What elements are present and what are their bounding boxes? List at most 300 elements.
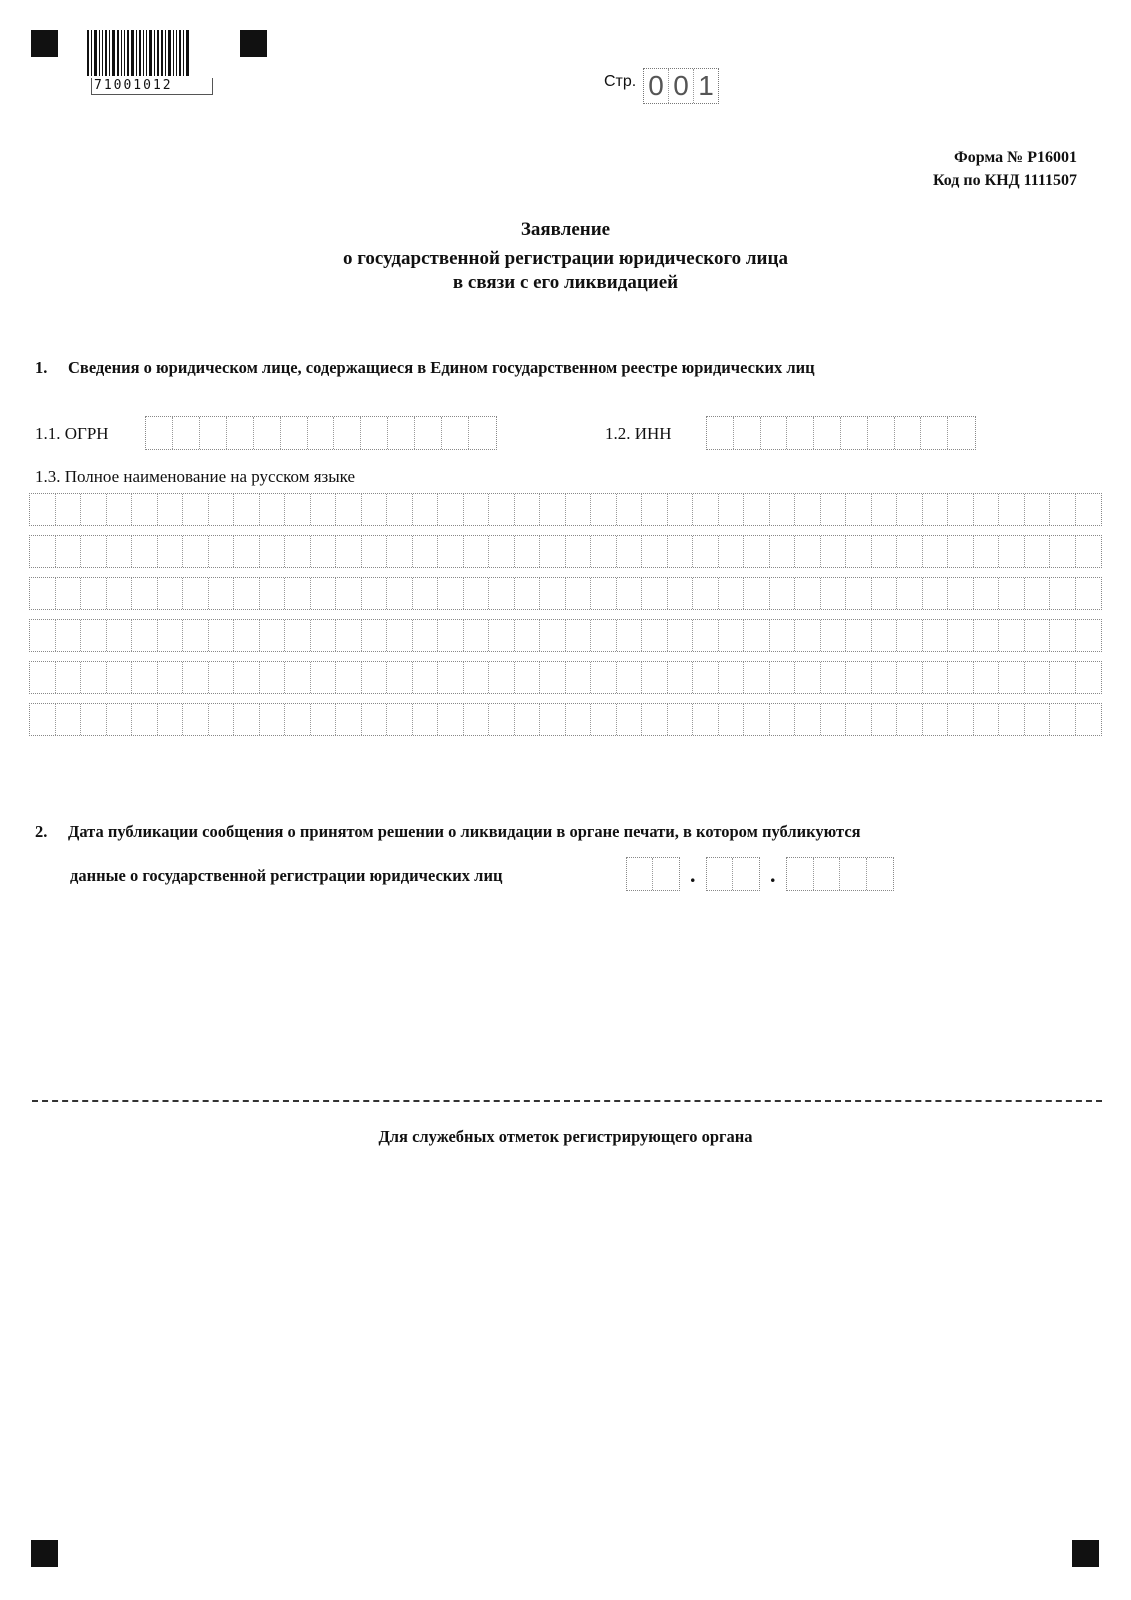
input-cell[interactable] [974, 494, 1000, 525]
input-cell[interactable] [719, 536, 745, 567]
input-cell[interactable] [744, 704, 770, 735]
input-cell[interactable] [336, 620, 362, 651]
input-cell[interactable] [158, 620, 184, 651]
input-cell[interactable] [158, 536, 184, 567]
input-cell[interactable] [693, 704, 719, 735]
input-cell[interactable] [795, 620, 821, 651]
input-cell[interactable] [209, 578, 235, 609]
input-cell[interactable] [438, 662, 464, 693]
input-cell[interactable] [311, 662, 337, 693]
input-cell[interactable] [56, 494, 82, 525]
input-cell[interactable] [442, 417, 469, 449]
input-cell[interactable] [744, 662, 770, 693]
input-cell[interactable] [387, 704, 413, 735]
input-cell[interactable] [591, 494, 617, 525]
input-cell[interactable] [693, 620, 719, 651]
input-cell[interactable] [30, 494, 56, 525]
input-cell[interactable] [1076, 578, 1102, 609]
input-cell[interactable] [200, 417, 227, 449]
input-cell[interactable] [158, 662, 184, 693]
input-cell[interactable] [311, 536, 337, 567]
input-cell[interactable] [617, 494, 643, 525]
input-cell[interactable] [285, 704, 311, 735]
input-cell[interactable] [770, 662, 796, 693]
date-day-input[interactable] [626, 857, 680, 891]
input-cell[interactable] [56, 536, 82, 567]
input-cell[interactable] [311, 494, 337, 525]
input-cell[interactable] [1076, 704, 1102, 735]
input-cell[interactable] [234, 704, 260, 735]
input-cell[interactable] [707, 417, 734, 449]
input-cell[interactable] [336, 662, 362, 693]
input-cell[interactable] [821, 704, 847, 735]
input-cell[interactable] [334, 417, 361, 449]
input-cell[interactable] [999, 536, 1025, 567]
input-cell[interactable] [841, 417, 868, 449]
input-cell[interactable] [336, 536, 362, 567]
input-cell[interactable] [489, 704, 515, 735]
input-cell[interactable] [30, 620, 56, 651]
input-cell[interactable] [974, 662, 1000, 693]
input-cell[interactable] [872, 494, 898, 525]
input-cell[interactable] [923, 536, 949, 567]
input-cell[interactable] [438, 620, 464, 651]
input-cell[interactable] [821, 578, 847, 609]
input-cell[interactable] [617, 704, 643, 735]
input-cell[interactable] [183, 578, 209, 609]
input-cell[interactable] [840, 858, 867, 890]
input-cell[interactable] [438, 578, 464, 609]
input-cell[interactable] [948, 662, 974, 693]
input-cell[interactable] [515, 578, 541, 609]
input-cell[interactable] [540, 662, 566, 693]
input-cell[interactable] [1076, 536, 1102, 567]
input-cell[interactable] [872, 662, 898, 693]
input-cell[interactable] [56, 578, 82, 609]
input-cell[interactable] [209, 704, 235, 735]
input-cell[interactable] [209, 536, 235, 567]
input-cell[interactable] [362, 620, 388, 651]
input-cell[interactable] [30, 662, 56, 693]
input-cell[interactable] [974, 578, 1000, 609]
input-cell[interactable] [260, 662, 286, 693]
barcode-bar [179, 30, 181, 76]
input-cell[interactable] [209, 494, 235, 525]
input-cell[interactable] [948, 536, 974, 567]
input-cell[interactable] [489, 578, 515, 609]
input-cell[interactable] [234, 662, 260, 693]
input-cell[interactable] [719, 662, 745, 693]
input-cell[interactable] [183, 620, 209, 651]
input-cell[interactable] [617, 536, 643, 567]
input-cell[interactable] [438, 704, 464, 735]
input-cell[interactable] [132, 578, 158, 609]
input-cell[interactable] [566, 662, 592, 693]
input-cell[interactable] [744, 578, 770, 609]
input-cell[interactable] [627, 858, 653, 890]
input-cell[interactable] [413, 620, 439, 651]
inn-input[interactable] [706, 416, 976, 450]
input-cell[interactable] [770, 704, 796, 735]
input-cell[interactable] [770, 494, 796, 525]
input-cell[interactable] [868, 417, 895, 449]
input-cell[interactable] [795, 662, 821, 693]
input-cell[interactable] [489, 494, 515, 525]
input-cell[interactable] [1050, 494, 1076, 525]
input-cell[interactable] [974, 536, 1000, 567]
input-cell[interactable] [540, 494, 566, 525]
input-cell[interactable] [260, 704, 286, 735]
input-cell[interactable] [56, 662, 82, 693]
input-cell[interactable] [260, 536, 286, 567]
input-cell[interactable] [591, 578, 617, 609]
input-cell[interactable] [464, 494, 490, 525]
input-cell[interactable] [311, 578, 337, 609]
input-cell[interactable] [540, 536, 566, 567]
full-name-row[interactable] [29, 619, 1102, 652]
input-cell[interactable] [744, 620, 770, 651]
input-cell[interactable] [388, 417, 415, 449]
input-cell[interactable] [308, 417, 335, 449]
input-cell[interactable] [1050, 704, 1076, 735]
input-cell[interactable] [1076, 494, 1102, 525]
input-cell[interactable] [999, 704, 1025, 735]
input-cell[interactable] [795, 536, 821, 567]
input-cell[interactable] [234, 494, 260, 525]
input-cell[interactable] [81, 704, 107, 735]
input-cell[interactable] [719, 578, 745, 609]
input-cell[interactable] [387, 578, 413, 609]
input-cell[interactable] [693, 578, 719, 609]
input-cell[interactable] [770, 578, 796, 609]
input-cell[interactable] [362, 494, 388, 525]
section-2-heading-line-1: Дата публикации сообщения о принятом решении о ликвидации в органе печати, в котором публикуются [68, 822, 861, 841]
input-cell[interactable] [415, 417, 442, 449]
input-cell[interactable] [81, 620, 107, 651]
input-cell[interactable] [336, 494, 362, 525]
input-cell[interactable] [999, 662, 1025, 693]
input-cell[interactable] [872, 536, 898, 567]
input-cell[interactable] [566, 494, 592, 525]
input-cell[interactable] [872, 578, 898, 609]
input-cell[interactable] [362, 704, 388, 735]
input-cell[interactable] [107, 494, 133, 525]
input-cell[interactable] [846, 704, 872, 735]
input-cell[interactable] [872, 704, 898, 735]
input-cell[interactable] [81, 536, 107, 567]
input-cell[interactable] [617, 620, 643, 651]
input-cell[interactable] [254, 417, 281, 449]
input-cell[interactable] [770, 620, 796, 651]
input-cell[interactable] [464, 662, 490, 693]
input-cell[interactable] [719, 494, 745, 525]
input-cell[interactable] [895, 417, 922, 449]
input-cell[interactable] [132, 620, 158, 651]
input-cell[interactable] [846, 536, 872, 567]
input-cell[interactable] [948, 494, 974, 525]
input-cell[interactable] [387, 536, 413, 567]
input-cell[interactable] [234, 536, 260, 567]
input-cell[interactable] [974, 704, 1000, 735]
input-cell[interactable] [744, 494, 770, 525]
input-cell[interactable] [361, 417, 388, 449]
input-cell[interactable] [1050, 578, 1076, 609]
input-cell[interactable] [821, 662, 847, 693]
input-cell[interactable] [897, 662, 923, 693]
input-cell[interactable] [591, 662, 617, 693]
input-cell[interactable] [234, 620, 260, 651]
input-cell[interactable] [413, 704, 439, 735]
input-cell[interactable] [923, 704, 949, 735]
input-cell[interactable] [285, 536, 311, 567]
input-cell[interactable] [948, 704, 974, 735]
input-cell[interactable] [234, 578, 260, 609]
input-cell[interactable] [693, 536, 719, 567]
input-cell[interactable] [846, 494, 872, 525]
input-cell[interactable] [1025, 494, 1051, 525]
input-cell[interactable] [158, 578, 184, 609]
input-cell[interactable] [515, 494, 541, 525]
ogrn-input[interactable] [145, 416, 497, 450]
input-cell[interactable] [540, 578, 566, 609]
input-cell[interactable] [948, 578, 974, 609]
input-cell[interactable] [260, 620, 286, 651]
input-cell[interactable] [1025, 620, 1051, 651]
input-cell[interactable] [1025, 704, 1051, 735]
input-cell[interactable] [566, 620, 592, 651]
input-cell[interactable] [707, 858, 733, 890]
input-cell[interactable] [132, 662, 158, 693]
input-cell[interactable] [668, 704, 694, 735]
page-number-box [643, 68, 719, 104]
input-cell[interactable] [281, 417, 308, 449]
full-name-row[interactable] [29, 535, 1102, 568]
input-cell[interactable] [1025, 662, 1051, 693]
input-cell[interactable] [260, 578, 286, 609]
input-cell[interactable] [132, 494, 158, 525]
input-cell[interactable] [362, 662, 388, 693]
input-cell[interactable] [311, 620, 337, 651]
input-cell[interactable] [897, 494, 923, 525]
input-cell[interactable] [469, 417, 496, 449]
input-cell[interactable] [591, 704, 617, 735]
input-cell[interactable] [653, 858, 679, 890]
input-cell[interactable] [795, 494, 821, 525]
input-cell[interactable] [438, 494, 464, 525]
input-cell[interactable] [770, 536, 796, 567]
input-cell[interactable] [183, 494, 209, 525]
input-cell[interactable] [362, 578, 388, 609]
input-cell[interactable] [260, 494, 286, 525]
input-cell[interactable] [693, 662, 719, 693]
full-name-row[interactable] [29, 661, 1102, 694]
input-cell[interactable] [821, 494, 847, 525]
input-cell[interactable] [617, 662, 643, 693]
input-cell[interactable] [132, 704, 158, 735]
input-cell[interactable] [227, 417, 254, 449]
barcode-bar [109, 30, 110, 76]
input-cell[interactable] [413, 536, 439, 567]
input-cell[interactable] [734, 417, 761, 449]
input-cell[interactable] [81, 662, 107, 693]
input-cell[interactable] [897, 620, 923, 651]
input-cell[interactable] [821, 536, 847, 567]
input-cell[interactable] [642, 536, 668, 567]
input-cell[interactable] [566, 578, 592, 609]
input-cell[interactable] [285, 662, 311, 693]
input-cell[interactable] [336, 578, 362, 609]
input-cell[interactable] [923, 578, 949, 609]
input-cell[interactable] [923, 494, 949, 525]
input-cell[interactable] [515, 662, 541, 693]
input-cell[interactable] [642, 494, 668, 525]
input-cell[interactable] [183, 662, 209, 693]
input-cell[interactable] [413, 494, 439, 525]
input-cell[interactable] [719, 620, 745, 651]
input-cell[interactable] [566, 704, 592, 735]
input-cell[interactable] [146, 417, 173, 449]
input-cell[interactable] [999, 494, 1025, 525]
input-cell[interactable] [464, 578, 490, 609]
input-cell[interactable] [1025, 536, 1051, 567]
input-cell[interactable] [489, 536, 515, 567]
input-cell[interactable] [795, 704, 821, 735]
input-cell[interactable] [693, 494, 719, 525]
input-cell[interactable] [489, 620, 515, 651]
date-month-input[interactable] [706, 857, 760, 891]
input-cell[interactable] [642, 578, 668, 609]
input-cell[interactable] [566, 536, 592, 567]
input-cell[interactable] [846, 578, 872, 609]
input-cell[interactable] [1050, 662, 1076, 693]
input-cell[interactable] [56, 704, 82, 735]
input-cell[interactable] [515, 536, 541, 567]
input-cell[interactable] [173, 417, 200, 449]
input-cell[interactable] [311, 704, 337, 735]
input-cell[interactable] [591, 536, 617, 567]
input-cell[interactable] [107, 536, 133, 567]
input-cell[interactable] [107, 662, 133, 693]
input-cell[interactable] [56, 620, 82, 651]
input-cell[interactable] [540, 704, 566, 735]
input-cell[interactable] [897, 578, 923, 609]
input-cell[interactable] [387, 620, 413, 651]
input-cell[interactable] [948, 417, 975, 449]
input-cell[interactable] [897, 536, 923, 567]
input-cell[interactable] [948, 620, 974, 651]
input-cell[interactable] [897, 704, 923, 735]
input-cell[interactable] [642, 662, 668, 693]
input-cell[interactable] [923, 662, 949, 693]
input-cell[interactable] [107, 704, 133, 735]
input-cell[interactable] [668, 536, 694, 567]
input-cell[interactable] [872, 620, 898, 651]
input-cell[interactable] [668, 620, 694, 651]
input-cell[interactable] [285, 494, 311, 525]
input-cell[interactable] [668, 494, 694, 525]
input-cell[interactable] [795, 578, 821, 609]
input-cell[interactable] [846, 662, 872, 693]
input-cell[interactable] [183, 704, 209, 735]
input-cell[interactable] [438, 536, 464, 567]
input-cell[interactable] [1076, 620, 1102, 651]
input-cell[interactable] [642, 620, 668, 651]
input-cell[interactable] [846, 620, 872, 651]
input-cell[interactable] [30, 704, 56, 735]
input-cell[interactable] [413, 578, 439, 609]
input-cell[interactable] [183, 536, 209, 567]
input-cell[interactable] [107, 620, 133, 651]
input-cell[interactable] [132, 536, 158, 567]
input-cell[interactable] [515, 620, 541, 651]
input-cell[interactable] [814, 858, 841, 890]
input-cell[interactable] [1076, 662, 1102, 693]
input-cell[interactable] [642, 704, 668, 735]
input-cell[interactable] [464, 536, 490, 567]
input-cell[interactable] [515, 704, 541, 735]
input-cell[interactable] [821, 620, 847, 651]
input-cell[interactable] [733, 858, 759, 890]
input-cell[interactable] [209, 662, 235, 693]
input-cell[interactable] [158, 494, 184, 525]
input-cell[interactable] [744, 536, 770, 567]
input-cell[interactable] [1025, 578, 1051, 609]
input-cell[interactable] [719, 704, 745, 735]
input-cell[interactable] [489, 662, 515, 693]
input-cell[interactable] [999, 620, 1025, 651]
input-cell[interactable] [999, 578, 1025, 609]
input-cell[interactable] [787, 417, 814, 449]
input-cell[interactable] [540, 620, 566, 651]
input-cell[interactable] [617, 578, 643, 609]
input-cell[interactable] [464, 620, 490, 651]
input-cell[interactable] [668, 578, 694, 609]
input-cell[interactable] [336, 704, 362, 735]
input-cell[interactable] [413, 662, 439, 693]
full-name-row[interactable] [29, 703, 1102, 736]
full-name-row[interactable] [29, 577, 1102, 610]
input-cell[interactable] [158, 704, 184, 735]
full-name-row[interactable] [29, 493, 1102, 526]
input-cell[interactable] [30, 536, 56, 567]
page-digit: 0 [669, 69, 694, 103]
input-cell[interactable] [30, 578, 56, 609]
input-cell[interactable] [464, 704, 490, 735]
input-cell[interactable] [867, 858, 894, 890]
input-cell[interactable] [923, 620, 949, 651]
input-cell[interactable] [591, 620, 617, 651]
input-cell[interactable] [974, 620, 1000, 651]
input-cell[interactable] [387, 662, 413, 693]
input-cell[interactable] [761, 417, 788, 449]
input-cell[interactable] [107, 578, 133, 609]
inn-label: 1.2. ИНН [605, 424, 672, 443]
input-cell[interactable] [787, 858, 814, 890]
input-cell[interactable] [1050, 536, 1076, 567]
input-cell[interactable] [921, 417, 948, 449]
input-cell[interactable] [285, 578, 311, 609]
date-year-input[interactable] [786, 857, 894, 891]
input-cell[interactable] [1050, 620, 1076, 651]
input-cell[interactable] [81, 494, 107, 525]
input-cell[interactable] [668, 662, 694, 693]
input-cell[interactable] [285, 620, 311, 651]
input-cell[interactable] [209, 620, 235, 651]
input-cell[interactable] [362, 536, 388, 567]
input-cell[interactable] [81, 578, 107, 609]
input-cell[interactable] [814, 417, 841, 449]
input-cell[interactable] [387, 494, 413, 525]
